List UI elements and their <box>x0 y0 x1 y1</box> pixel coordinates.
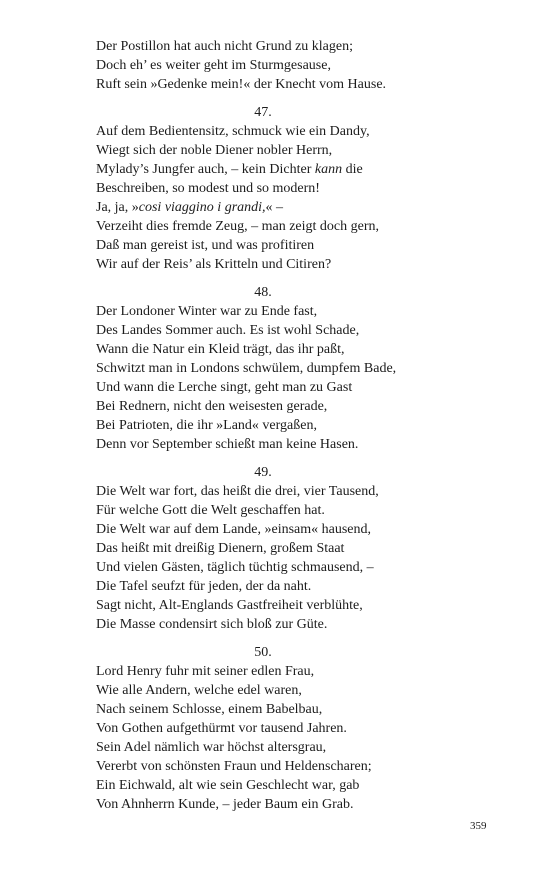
verse-text: Für welche Gott die Welt geschaffen hat. <box>96 503 325 518</box>
italic-text: cosi viaggino i grandi, <box>138 200 266 215</box>
verse-text: Vererbt von schönsten Fraun und Heldenscharen; <box>96 759 372 774</box>
stanza-list <box>96 103 496 814</box>
verse-line <box>96 615 496 634</box>
verse-text: Ein Eichwald, alt wie sein Geschlecht war, gab <box>96 778 360 793</box>
verse-line <box>96 198 496 217</box>
stanza <box>96 122 496 274</box>
verse-line <box>96 217 496 236</box>
verse-text: Daß man gereist ist, und was profitiren <box>96 238 315 253</box>
verse-text: Die Masse condensirt sich bloß zur Güte. <box>96 617 328 632</box>
verse-line <box>96 520 496 539</box>
verse-line <box>96 558 496 577</box>
verse-line <box>96 719 496 738</box>
verse-text: Von Gothen aufgethürmt vor tausend Jahren. <box>96 721 347 736</box>
verse-text: Die Welt war auf dem Lande, »einsam« hausend, <box>96 522 372 537</box>
verse-line <box>96 141 496 160</box>
verse-line <box>96 662 496 681</box>
verse-text: Bei Rednern, nicht den weisesten gerade, <box>96 399 328 414</box>
verse-line: Doch eh’ es weiter geht im Sturmgesause, <box>96 58 331 73</box>
verse-line: Der Postillon hat auch nicht Grund zu klagen; <box>96 39 353 54</box>
verse-line <box>96 501 496 520</box>
verse-line <box>96 302 496 321</box>
verse-text: Wir auf der Reis’ als Kritteln und Citiren? <box>96 257 332 272</box>
verse-line <box>96 681 496 700</box>
verse-line <box>96 738 496 757</box>
verse-text: Sagt nicht, Alt-Englands Gastfreiheit verblühte, <box>96 598 363 613</box>
verse-line: Ruft sein »Gedenke mein!« der Knecht vom Hause. <box>96 77 387 92</box>
verse-line <box>96 397 496 416</box>
verse-text: Auf dem Bedientensitz, schmuck wie ein Dandy, <box>96 124 370 139</box>
verse-text: Verzeiht dies fremde Zeug, – man zeigt doch gern, <box>96 219 380 234</box>
verse-text: Und vielen Gästen, täglich tüchtig schmausend, – <box>96 560 374 575</box>
verse-text: Das heißt mit dreißig Dienern, großem Staat <box>96 541 345 556</box>
verse-line <box>96 359 496 378</box>
verse-text: Beschreiben, so modest und so modern! <box>96 181 320 196</box>
verse-text: die <box>342 162 363 177</box>
opening-lines <box>96 37 496 94</box>
verse-text: Wie alle Andern, welche edel waren, <box>96 683 302 698</box>
verse-text: Wiegt sich der noble Diener nobler Herrn, <box>96 143 333 158</box>
stanza-number: 48. <box>254 285 272 300</box>
verse-line <box>96 795 496 814</box>
verse-text: Schwitzt man in Londons schwülem, dumpfem Bade, <box>96 361 397 376</box>
verse-line <box>96 700 496 719</box>
verse-text: Mylady’s Jungfer auch, – kein Dichter <box>96 162 315 177</box>
verse-line <box>96 340 496 359</box>
stanza-number: 47. <box>254 105 272 120</box>
verse-line <box>96 122 496 141</box>
verse-text: Die Tafel seufzt für jeden, der da naht. <box>96 579 312 594</box>
verse-line <box>96 757 496 776</box>
verse-line <box>96 321 496 340</box>
verse-line <box>96 255 496 274</box>
stanza-number: 49. <box>254 465 272 480</box>
verse-text: Denn vor September schießt man keine Hasen. <box>96 437 359 452</box>
stanza <box>96 302 496 454</box>
verse-text: Die Welt war fort, das heißt die drei, vier Tausend, <box>96 484 379 499</box>
italic-text: kann <box>314 162 343 177</box>
stanza <box>96 662 496 814</box>
verse-text: Nach seinem Schlosse, einem Babelbau, <box>96 702 323 717</box>
page-number: 359 <box>470 820 487 832</box>
verse-line <box>96 577 496 596</box>
verse-text: Und wann die Lerche singt, geht man zu Gast <box>96 380 353 395</box>
verse-line <box>96 776 496 795</box>
verse-text: « – <box>265 200 284 215</box>
verse-line <box>96 160 496 179</box>
verse-line <box>96 596 496 615</box>
verse-text: Sein Adel nämlich war höchst altersgrau, <box>96 740 327 755</box>
verse-text: Ja, ja, » <box>96 200 139 215</box>
verse-text: Von Ahnherrn Kunde, – jeder Baum ein Grab. <box>96 797 354 812</box>
poem-text <box>96 37 496 814</box>
verse-line <box>96 416 496 435</box>
verse-line <box>96 482 496 501</box>
verse-text: Wann die Natur ein Kleid trägt, das ihr paßt, <box>96 342 345 357</box>
verse-line <box>96 539 496 558</box>
verse-line <box>96 378 496 397</box>
verse-text: Der Londoner Winter war zu Ende fast, <box>96 304 318 319</box>
verse-line <box>96 435 496 454</box>
stanza <box>96 482 496 634</box>
verse-text: Des Landes Sommer auch. Es ist wohl Schade, <box>96 323 360 338</box>
verse-text: Bei Patrioten, die ihr »Land« vergaßen, <box>96 418 317 433</box>
stanza-number: 50. <box>254 645 272 660</box>
verse-text: Lord Henry fuhr mit seiner edlen Frau, <box>96 664 315 679</box>
verse-line <box>96 236 496 255</box>
verse-line <box>96 179 496 198</box>
